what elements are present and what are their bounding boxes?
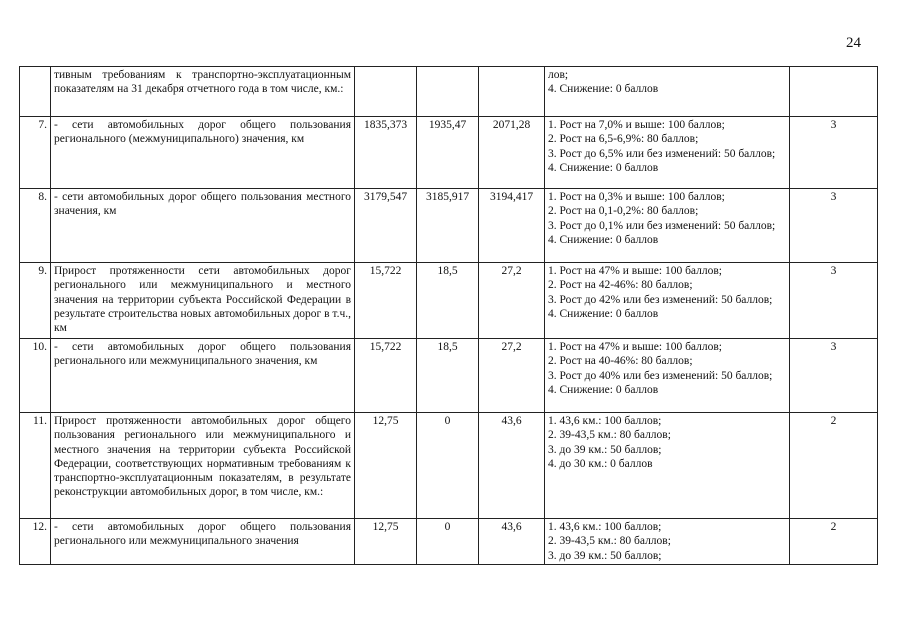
table-row — [20, 339, 878, 413]
scoring-criteria — [545, 413, 790, 519]
value-year-2: 0 — [417, 519, 479, 565]
value-year-2: 0 — [417, 413, 479, 519]
value-year-1: 1835,373 — [355, 117, 417, 189]
value-year-2 — [417, 67, 479, 117]
criteria-line: 4. Снижение: 0 баллов — [548, 161, 659, 174]
weight-value: 2 — [790, 519, 878, 565]
row-number: 9. — [20, 263, 51, 339]
criteria-line: 4. Снижение: 0 баллов — [548, 83, 659, 96]
weight-value — [790, 67, 878, 117]
value-year-1: 12,75 — [355, 519, 417, 565]
criteria-line: 1. Рост на 7,0% и выше: 100 баллов; — [548, 119, 725, 131]
indicator-description: - сети автомобильных дорог общего пользования регионального (межмуниципального) значения, км — [51, 117, 355, 189]
criteria-line: 1. Рост на 47% и выше: 100 баллов; — [548, 265, 722, 277]
value-year-1: 12,75 — [355, 413, 417, 519]
criteria-line: 1. Рост на 0,3% и выше: 100 баллов; — [548, 191, 725, 203]
criteria-line: 1. 43,6 км.: 100 баллов; — [548, 415, 662, 427]
criteria-line: 3. Рост до 42% или без изменений: 50 баллов; — [548, 293, 773, 306]
value-year-3: 27,2 — [479, 339, 545, 413]
value-year-1 — [355, 67, 417, 117]
row-number: 12. — [20, 519, 51, 565]
scoring-criteria — [545, 67, 790, 117]
weight-value: 3 — [790, 117, 878, 189]
scoring-criteria — [545, 189, 790, 263]
value-year-3: 43,6 — [479, 519, 545, 565]
criteria-line: 2. Рост на 6,5-6,9%: 80 баллов; — [548, 133, 699, 146]
row-number: 8. — [20, 189, 51, 263]
value-year-3 — [479, 67, 545, 117]
value-year-3: 43,6 — [479, 413, 545, 519]
value-year-1: 15,722 — [355, 339, 417, 413]
weight-value: 2 — [790, 413, 878, 519]
value-year-2: 1935,47 — [417, 117, 479, 189]
row-number: 7. — [20, 117, 51, 189]
indicator-description: Прирост протяженности автомобильных дорог общего пользования регионального или межмуниципального и местного значения на территории субъекта Российской Федерации, соответствующих нормативным требованиям к транспортно-эксплуатационным показателям, в результате реконструкции автомобильных дорог, в том числе, км.: — [51, 413, 355, 519]
indicator-description: - сети автомобильных дорог общего пользования регионального или межмуниципального значения — [51, 519, 355, 565]
criteria-line: 3. Рост до 6,5% или без изменений: 50 баллов; — [548, 147, 776, 160]
value-year-2: 3185,917 — [417, 189, 479, 263]
criteria-line: 4. до 30 км.: 0 баллов — [548, 457, 653, 470]
criteria-line: 2. Рост на 0,1-0,2%: 80 баллов; — [548, 205, 699, 218]
indicator-description: - сети автомобильных дорог общего пользования местного значения, км — [51, 189, 355, 263]
row-number — [20, 67, 51, 117]
criteria-line: 3. Рост до 0,1% или без изменений: 50 баллов; — [548, 219, 776, 232]
scoring-criteria — [545, 339, 790, 413]
criteria-line: лов; — [548, 69, 569, 81]
scoring-criteria — [545, 117, 790, 189]
criteria-line: 2. Рост на 42-46%: 80 баллов; — [548, 279, 693, 292]
table-row — [20, 117, 878, 189]
table-row — [20, 67, 878, 117]
value-year-2: 18,5 — [417, 339, 479, 413]
weight-value: 3 — [790, 189, 878, 263]
criteria-line: 4. Снижение: 0 баллов — [548, 233, 659, 246]
criteria-line: 3. Рост до 40% или без изменений: 50 баллов; — [548, 369, 773, 382]
scoring-criteria — [545, 263, 790, 339]
scoring-criteria — [545, 519, 790, 565]
value-year-1: 3179,547 — [355, 189, 417, 263]
indicator-description: тивным требованиям к транспортно-эксплуатационным показателям на 31 декабря отчетного года в том числе, км.: — [51, 67, 355, 117]
criteria-line: 4. Снижение: 0 баллов — [548, 307, 659, 320]
criteria-line: 1. 43,6 км.: 100 баллов; — [548, 521, 662, 533]
table-row — [20, 263, 878, 339]
table-row — [20, 413, 878, 519]
page-number: 24 — [846, 35, 861, 51]
criteria-line: 4. Снижение: 0 баллов — [548, 383, 659, 396]
indicators-table — [19, 66, 878, 565]
weight-value: 3 — [790, 339, 878, 413]
criteria-line: 3. до 39 км.: 50 баллов; — [548, 443, 662, 456]
row-number: 10. — [20, 339, 51, 413]
table-row — [20, 189, 878, 263]
value-year-3: 2071,28 — [479, 117, 545, 189]
criteria-line: 2. 39-43,5 км.: 80 баллов; — [548, 535, 671, 548]
criteria-line: 1. Рост на 47% и выше: 100 баллов; — [548, 341, 722, 353]
table-row — [20, 519, 878, 565]
value-year-3: 27,2 — [479, 263, 545, 339]
criteria-line: 3. до 39 км.: 50 баллов; — [548, 549, 662, 562]
row-number: 11. — [20, 413, 51, 519]
criteria-line: 2. 39-43,5 км.: 80 баллов; — [548, 429, 671, 442]
value-year-3: 3194,417 — [479, 189, 545, 263]
value-year-1: 15,722 — [355, 263, 417, 339]
value-year-2: 18,5 — [417, 263, 479, 339]
criteria-line: 2. Рост на 40-46%: 80 баллов; — [548, 355, 693, 368]
weight-value: 3 — [790, 263, 878, 339]
indicator-description: - сети автомобильных дорог общего пользования регионального или межмуниципального значения, км — [51, 339, 355, 413]
indicator-description: Прирост протяженности сети автомобильных дорог регионального или межмуниципального и местного значения на территории субъекта Российской Федерации в результате строительства новых автомобильных дорог в т.ч., км — [51, 263, 355, 339]
